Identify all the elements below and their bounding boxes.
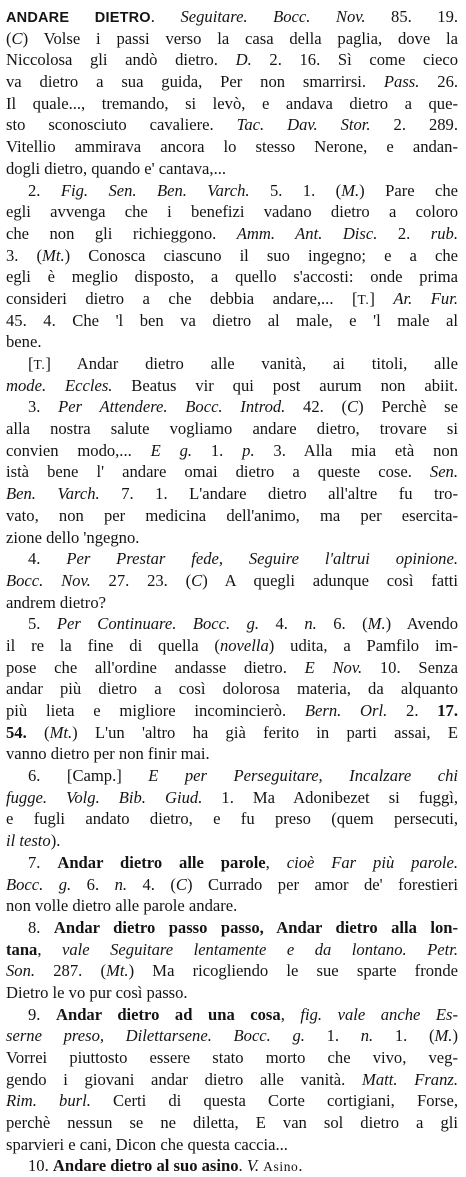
entry-text: ) Avendo bbox=[385, 614, 458, 634]
entry-text: andrem dietro? bbox=[6, 592, 106, 612]
entry-text: dogli dietro, quando e' cantava,... bbox=[6, 158, 227, 178]
entry-text: Andar dietro ad una cosa bbox=[55, 1004, 281, 1024]
entry-text: Fig. Sen. Ben. Varch. bbox=[60, 180, 250, 200]
entry-line bbox=[6, 635, 458, 657]
entry-line bbox=[6, 830, 458, 852]
entry-text: il re la fine di quella ( bbox=[6, 635, 220, 655]
entry-line bbox=[6, 201, 458, 223]
entry-text: ( bbox=[26, 722, 50, 742]
entry-line bbox=[6, 396, 458, 418]
entry-text: Mt. bbox=[49, 722, 73, 742]
entry-text: sto sconosciuto cavaliere. bbox=[6, 115, 237, 135]
entry-text: istà bene l' andare omai dietro a queste cose. bbox=[6, 462, 430, 482]
entry-text: più lieta e migliore incomincierò. bbox=[6, 701, 305, 720]
entry-text: n. bbox=[304, 614, 317, 634]
entry-line bbox=[6, 136, 458, 158]
entry-text: egli è meglio disposto, a quello s'accosti: onde prima bbox=[6, 267, 458, 287]
entry-text: , bbox=[37, 939, 62, 959]
entry-line bbox=[6, 223, 458, 245]
entry-text: 27. 23. ( bbox=[90, 570, 192, 590]
entry-text: va dietro a sua guida, Per non smarrirsi. bbox=[6, 72, 384, 92]
entry-text: ) Ma ricogliendo le sue sparte fronde bbox=[128, 961, 458, 981]
entry-text: E per Perseguitare, Incalzare chi bbox=[148, 766, 458, 786]
entry-line bbox=[6, 310, 458, 332]
entry-text: Bern. Orl. bbox=[304, 701, 388, 720]
entry-text: Beatus vir qui post aurum non abiit. bbox=[112, 375, 458, 395]
entry-text: perchè nessun se ne diletta, E van sol dietro a gli bbox=[6, 1113, 458, 1133]
entry-text: . bbox=[298, 1156, 303, 1176]
entry-text: E g. bbox=[150, 440, 193, 460]
entry-text: Mt. bbox=[42, 245, 65, 265]
entry-text: 4. bbox=[28, 549, 67, 569]
entry-text: 9. bbox=[28, 1004, 56, 1024]
entry-text: T. bbox=[357, 291, 370, 307]
entry-text: Andar dietro alle parole bbox=[57, 852, 266, 872]
entry-text: , bbox=[280, 1004, 301, 1024]
entry-line bbox=[6, 6, 458, 28]
entry-text: convien modo,... bbox=[6, 440, 151, 460]
entry-text: 45. 4. Che 'l ben va dietro al male, e 'l male al bbox=[6, 310, 458, 330]
entry-text: consideri dietro a che debbia andare,... [ bbox=[6, 288, 358, 308]
entry-text: 2. bbox=[387, 701, 438, 720]
dictionary-entry-andare-dietro bbox=[6, 6, 458, 1177]
entry-line bbox=[6, 874, 458, 896]
entry-text: 3. ( bbox=[6, 245, 43, 265]
entry-text: [ bbox=[28, 354, 34, 373]
entry-line bbox=[6, 1134, 458, 1156]
entry-text: M. bbox=[367, 614, 386, 634]
entry-text: Certi di questa Corte cortigiani, Forse, bbox=[90, 1091, 458, 1111]
entry-text: vale Seguitare lentamente e da lontano. Petr. bbox=[62, 939, 458, 959]
entry-text: rub. bbox=[430, 223, 458, 243]
entry-text: 7. bbox=[28, 852, 58, 872]
entry-text: serne preso, Dilettarsene. Bocc. g. bbox=[6, 1026, 305, 1046]
entry-text: egli avvenga che i benefizi vadano dietro a coloro bbox=[6, 202, 458, 222]
entry-text: Niccolosa gli andò dietro. bbox=[6, 50, 236, 70]
entry-line bbox=[6, 266, 458, 288]
entry-line bbox=[6, 939, 458, 961]
entry-text: 5. 1. ( bbox=[249, 180, 342, 200]
entry-text: n. bbox=[360, 1026, 374, 1046]
entry-line bbox=[6, 483, 458, 505]
entry-line bbox=[6, 288, 458, 310]
entry-line bbox=[6, 375, 458, 397]
entry-text: Son. bbox=[6, 961, 36, 981]
entry-text: 7. 1. L'andare dietro all'altre fu tro- bbox=[99, 484, 458, 504]
entry-text: 6. ( bbox=[316, 614, 368, 634]
entry-text: Vitellio ammirava ancora lo stesso Nerone, e andan- bbox=[6, 137, 458, 157]
entry-line bbox=[6, 353, 458, 375]
entry-text: fugge. Volg. Bib. Giud. bbox=[6, 787, 203, 807]
entry-line bbox=[6, 93, 458, 115]
entry-text: che non gli richieggono. bbox=[6, 223, 237, 243]
entry-text: ) bbox=[452, 1026, 458, 1046]
entry-text: 54. bbox=[6, 722, 27, 742]
entry-text: non volle dietro alle parole andare. bbox=[6, 896, 238, 916]
entry-text: 6. [Camp.] bbox=[28, 766, 149, 786]
entry-text: V. bbox=[246, 1156, 259, 1176]
entry-line bbox=[6, 960, 458, 982]
entry-line bbox=[6, 570, 458, 592]
entry-text: vanno dietro per non finir mai. bbox=[6, 744, 210, 764]
entry-text: 26. bbox=[419, 72, 458, 92]
entry-text: C bbox=[191, 570, 203, 590]
entry-text: mode. Eccles. bbox=[6, 375, 113, 395]
entry-text: novella bbox=[219, 635, 269, 655]
entry-text: 1. Ma Adonibezet si fuggì, bbox=[202, 787, 458, 807]
entry-text: zione dello 'ngegno. bbox=[6, 527, 140, 547]
entry-text: 17. bbox=[437, 701, 458, 720]
entry-text: Rim. burl. bbox=[6, 1091, 91, 1111]
entry-line bbox=[6, 114, 458, 136]
entry-text: 1. bbox=[304, 1026, 361, 1046]
entry-text: E Nov. bbox=[304, 657, 363, 677]
entry-text: ) Conosca ciascuno il suo ingegno; e a che bbox=[64, 245, 458, 265]
entry-line bbox=[6, 917, 458, 939]
entry-line bbox=[6, 1047, 458, 1069]
entry-line bbox=[6, 852, 458, 874]
entry-text: ) Currado per amor de' forestieri bbox=[187, 874, 458, 894]
entry-text: . bbox=[150, 7, 181, 26]
entry-text: Ben. Varch. bbox=[6, 484, 100, 504]
entry-line bbox=[6, 1004, 458, 1026]
entry-text: Matt. Franz. bbox=[362, 1069, 458, 1089]
entry-text: M. bbox=[341, 180, 360, 200]
entry-line bbox=[6, 527, 458, 549]
entry-text: Dietro le vo pur così passo. bbox=[6, 982, 188, 1002]
entry-text: Andar dietro passo passo, Andar dietro alla lon- bbox=[53, 917, 458, 937]
entry-text: , bbox=[265, 852, 287, 872]
entry-text: Tac. Dav. Stor. bbox=[236, 115, 371, 135]
entry-line bbox=[6, 722, 458, 744]
entry-line bbox=[6, 743, 458, 765]
entry-line bbox=[6, 505, 458, 527]
entry-text: 2. 289. bbox=[370, 115, 458, 135]
entry-line bbox=[6, 895, 458, 917]
entry-text: bene. bbox=[6, 332, 42, 352]
entry-line bbox=[6, 245, 458, 267]
entry-text: gendo i giovani andar dietro alle vanità. bbox=[6, 1069, 363, 1089]
entry-text: andar più dietro a così dolorosa materia, da alquanto bbox=[6, 679, 458, 699]
entry-line bbox=[6, 180, 458, 202]
entry-text: Bocc. g. bbox=[6, 874, 72, 894]
entry-text: ) Volse i passi verso la casa della paglia, dove la bbox=[22, 28, 458, 48]
entry-text: 42. ( bbox=[285, 397, 347, 417]
entry-text: fig. vale anche Es- bbox=[300, 1004, 458, 1024]
entry-text: 6. bbox=[71, 874, 115, 894]
entry-text: 3. Alla mia età non bbox=[254, 440, 458, 460]
entry-text: Il quale..., tremando, si levò, e andava dietro a que- bbox=[6, 93, 458, 113]
entry-text: C bbox=[175, 874, 187, 894]
entry-text: sparvieri e cani, Dicon che questa caccia... bbox=[6, 1134, 288, 1154]
entry-text: 1. bbox=[192, 440, 243, 460]
entry-text: ) udita, a Pamfilo im- bbox=[268, 635, 458, 655]
entry-text: ] Andar dietro alle vanità, ai titoli, alle bbox=[45, 354, 458, 373]
entry-text: 287. ( bbox=[35, 961, 106, 981]
entry-line bbox=[6, 418, 458, 440]
entry-text: ) Pare che bbox=[359, 180, 458, 200]
entry-line bbox=[6, 678, 458, 700]
entry-line bbox=[6, 592, 458, 614]
entry-line bbox=[6, 548, 458, 570]
entry-text: Amm. Ant. Disc. bbox=[236, 223, 378, 243]
entry-line bbox=[6, 787, 458, 809]
entry-line bbox=[6, 1025, 458, 1047]
entry-line bbox=[6, 331, 458, 353]
entry-text: C bbox=[11, 28, 23, 48]
entry-line bbox=[6, 613, 458, 635]
entry-text: 3. bbox=[28, 397, 59, 417]
entry-text: 4. bbox=[259, 614, 305, 634]
entry-text: . bbox=[238, 1156, 247, 1176]
entry-line bbox=[6, 765, 458, 787]
entry-text: Seguitare. Bocc. Nov. bbox=[180, 7, 366, 26]
entry-text: tana bbox=[6, 939, 38, 959]
entry-line bbox=[6, 1112, 458, 1134]
entry-text: D. bbox=[235, 50, 252, 70]
entry-text: Andare dietro al suo asino bbox=[52, 1156, 239, 1176]
entry-line bbox=[6, 440, 458, 462]
entry-text: T. bbox=[33, 357, 46, 372]
entry-text: alla nostra salute vogliamo andare dietro, trovare si bbox=[6, 419, 458, 439]
entry-line bbox=[6, 1090, 458, 1112]
entry-text: 85. 19. bbox=[365, 7, 458, 26]
entry-text: ). bbox=[50, 831, 61, 851]
entry-line bbox=[6, 461, 458, 483]
entry-text: pose che all'ordine andasse dietro. bbox=[6, 657, 305, 677]
entry-text: ) Perchè se bbox=[358, 397, 458, 417]
entry-text: Mt. bbox=[106, 961, 129, 981]
entry-text: 10. Senza bbox=[362, 657, 458, 677]
entry-text: Per Prestar fede, Seguire l'altrui opinione. bbox=[66, 549, 458, 569]
entry-text: Per Attendere. Bocc. Introd. bbox=[58, 397, 286, 417]
entry-text: 1. ( bbox=[373, 1026, 435, 1046]
entry-text: Pass. bbox=[383, 72, 420, 92]
entry-text: il testo bbox=[6, 831, 51, 851]
entry-line bbox=[6, 1069, 458, 1091]
entry-text: Vorrei piuttosto essere stato morto che vivo, veg- bbox=[6, 1048, 458, 1067]
entry-line bbox=[6, 700, 458, 722]
entry-text: cioè Far più parole. bbox=[286, 852, 458, 872]
entry-line bbox=[6, 982, 458, 1004]
entry-text: C bbox=[347, 397, 359, 417]
entry-text: 2. 16. Sì come cieco bbox=[251, 50, 458, 70]
entry-text: Ar. Fur. bbox=[393, 288, 458, 308]
entry-text: n. bbox=[114, 874, 128, 894]
entry-line bbox=[6, 71, 458, 93]
entry-line bbox=[6, 49, 458, 71]
entry-line bbox=[6, 28, 458, 50]
entry-line bbox=[6, 657, 458, 679]
entry-text: 8. bbox=[28, 917, 54, 937]
entry-text: e fugli andato dietro, e fu preso (quem persecuti, bbox=[6, 809, 458, 829]
entry-text: 10. bbox=[28, 1156, 53, 1176]
entry-line bbox=[6, 1155, 458, 1177]
entry-text: ( bbox=[6, 28, 12, 48]
entry-text: vato, non per medicina dell'animo, ma per esercita- bbox=[6, 505, 458, 525]
entry-text: ] bbox=[369, 288, 394, 308]
entry-text: ) A quegli adunque così fatti bbox=[202, 570, 458, 590]
entry-text: 5. bbox=[28, 614, 57, 634]
entry-text: Per Continuare. Bocc. g. bbox=[56, 614, 260, 634]
entry-text: p. bbox=[242, 440, 255, 460]
entry-text: 4. ( bbox=[127, 874, 176, 894]
entry-text: Sen. bbox=[429, 462, 458, 482]
entry-text: Bocc. Nov. bbox=[6, 570, 91, 590]
entry-text: 2. bbox=[28, 180, 61, 200]
entry-text: Asino bbox=[263, 1159, 299, 1175]
entry-line bbox=[6, 808, 458, 830]
entry-text: 2. bbox=[377, 223, 431, 243]
entry-text: ) L'un 'altro ha già ferito in parti assai, E bbox=[72, 722, 458, 742]
entry-text: M. bbox=[434, 1026, 453, 1046]
entry-line bbox=[6, 158, 458, 180]
headword: ANDARE DIETRO bbox=[6, 10, 151, 26]
